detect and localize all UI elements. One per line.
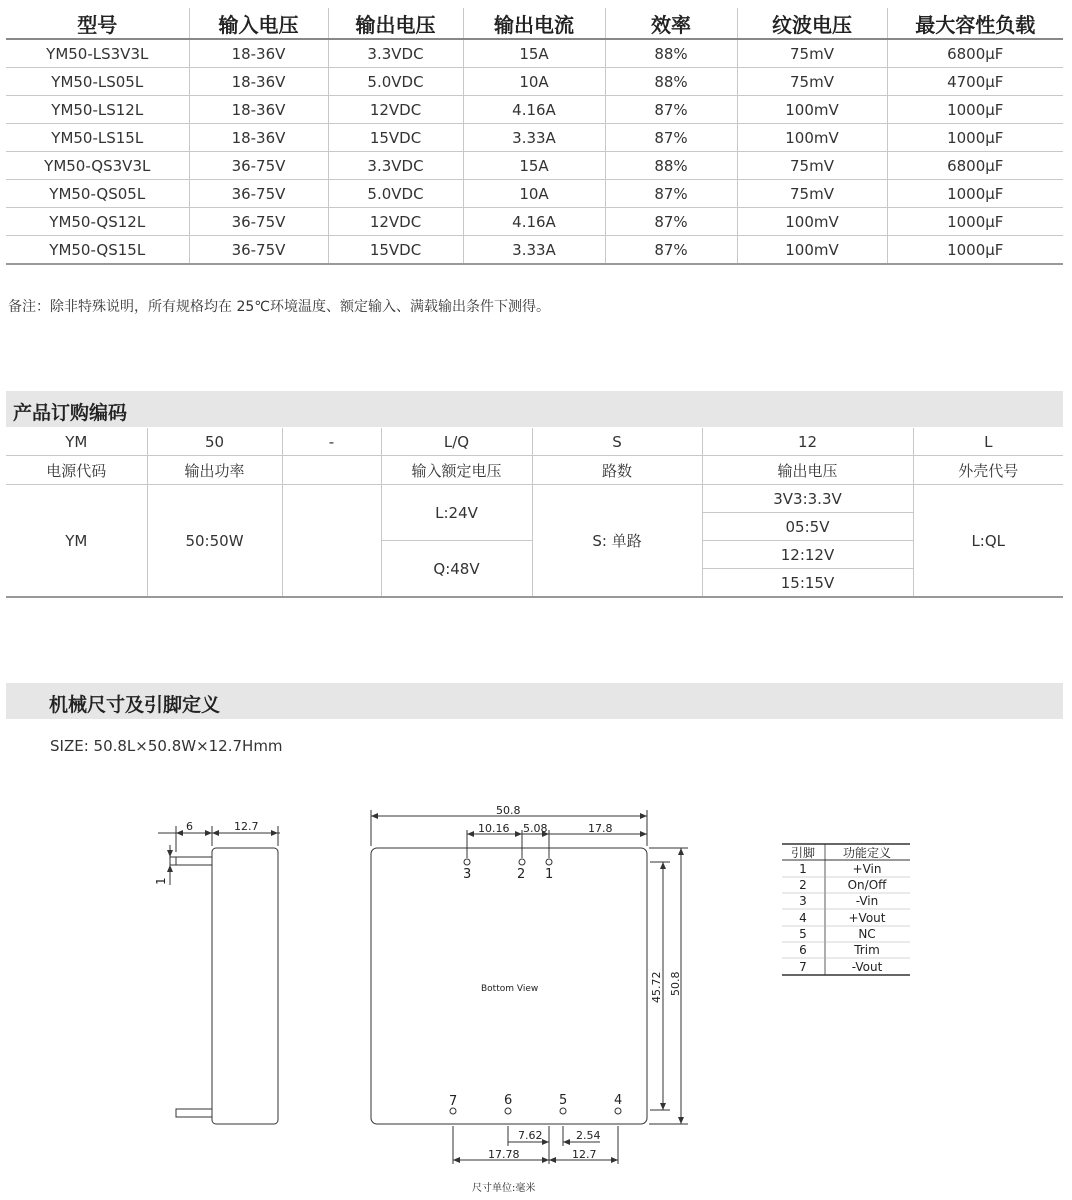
spec-cell: 12VDC <box>328 96 463 124</box>
spec-cell: YM50-QS3V3L <box>6 152 189 180</box>
dim-label: 12.7 <box>234 820 259 833</box>
order-code: YM <box>6 428 147 456</box>
spec-cell: 4.16A <box>463 208 605 236</box>
pin-number: 5 <box>799 927 807 941</box>
side-view-body <box>212 848 278 1124</box>
spec-cell: 15A <box>463 39 605 68</box>
spec-cell: YM50-LS3V3L <box>6 39 189 68</box>
side-pin-bottom <box>176 1109 212 1117</box>
pin-number: 5 <box>559 1093 568 1108</box>
pin-number: 3 <box>799 894 807 908</box>
spec-cell: 36-75V <box>189 236 328 265</box>
output-voltage-option: 15:15V <box>702 569 913 598</box>
dim-label: 50.8 <box>496 804 521 817</box>
spec-header: 型号 <box>6 8 189 39</box>
pin-hole <box>519 859 525 865</box>
spec-cell: 3.3VDC <box>328 152 463 180</box>
order-code: L/Q <box>381 428 532 456</box>
spec-cell: 18-36V <box>189 96 328 124</box>
spec-cell: 1000μF <box>887 208 1063 236</box>
pin-function: -Vout <box>851 960 883 974</box>
spec-row <box>6 68 1063 96</box>
spec-cell: 75mV <box>737 152 887 180</box>
pin-table-header: 引脚 <box>790 846 816 860</box>
dim-label: 50.8 <box>669 971 682 996</box>
spec-cell: 1000μF <box>887 96 1063 124</box>
output-voltage-option: 3V3:3.3V <box>702 485 913 513</box>
spec-cell: 75mV <box>737 68 887 96</box>
spec-cell: 36-75V <box>189 152 328 180</box>
pin-function: -Vin <box>855 894 879 908</box>
pin-table <box>782 844 910 975</box>
spec-cell: 36-75V <box>189 208 328 236</box>
spec-cell: 36-75V <box>189 180 328 208</box>
spec-table <box>6 8 1063 265</box>
order-label: 输出功率 <box>147 456 282 485</box>
spec-cell: 15A <box>463 152 605 180</box>
spec-cell: 75mV <box>737 180 887 208</box>
spec-cell: 100mV <box>737 236 887 265</box>
spec-cell: 87% <box>605 96 737 124</box>
spec-cell: 4.16A <box>463 96 605 124</box>
dim-label: 17.8 <box>588 822 613 835</box>
spec-cell: YM50-LS05L <box>6 68 189 96</box>
spec-cell: YM50-QS05L <box>6 180 189 208</box>
spec-cell: 87% <box>605 124 737 152</box>
spec-header: 效率 <box>605 8 737 39</box>
pin-hole <box>615 1108 621 1114</box>
dim-label: 17.78 <box>488 1148 520 1161</box>
dim-label: 2.54 <box>576 1129 601 1142</box>
output-voltage-option: 12:12V <box>702 541 913 569</box>
pin-function: On/Off <box>847 878 887 892</box>
dim-label: 6 <box>186 820 193 833</box>
bottom-view-label: Bottom View <box>481 984 539 994</box>
spec-header: 纹波电压 <box>737 8 887 39</box>
spec-row <box>6 96 1063 124</box>
pin-hole <box>546 859 552 865</box>
spec-cell: YM50-LS12L <box>6 96 189 124</box>
input-voltage-l: L:24V <box>381 485 532 541</box>
order-label: 输出电压 <box>702 456 913 485</box>
spec-row <box>6 152 1063 180</box>
order-label: 电源代码 <box>6 456 147 485</box>
blank-cell <box>282 485 381 598</box>
spec-header-row <box>6 8 1063 39</box>
spec-cell: 75mV <box>737 39 887 68</box>
spec-cell: 4700μF <box>887 68 1063 96</box>
case-value: L:QL <box>913 485 1063 598</box>
size-text: SIZE: 50.8L×50.8W×12.7Hmm <box>50 737 283 755</box>
order-code: 50 <box>147 428 282 456</box>
spec-row <box>6 124 1063 152</box>
order-code-table <box>6 428 1063 598</box>
pin-number: 4 <box>799 911 807 925</box>
power-code-value: YM <box>6 485 147 598</box>
pin-number: 3 <box>463 867 472 882</box>
dim-label: 1 <box>154 877 168 885</box>
order-code: S <box>532 428 702 456</box>
spec-cell: 3.33A <box>463 124 605 152</box>
spec-cell: 18-36V <box>189 124 328 152</box>
spec-cell: 87% <box>605 180 737 208</box>
spec-cell: 88% <box>605 152 737 180</box>
spec-cell: YM50-LS15L <box>6 124 189 152</box>
dim-label: 10.16 <box>478 822 510 835</box>
section-title: 产品订购编码 <box>13 402 128 424</box>
spec-row <box>6 180 1063 208</box>
order-label-row <box>6 456 1063 485</box>
spec-cell: 6800μF <box>887 39 1063 68</box>
spec-cell: 12VDC <box>328 208 463 236</box>
order-code-row <box>6 428 1063 456</box>
spec-cell: 6800μF <box>887 152 1063 180</box>
spec-cell: 100mV <box>737 96 887 124</box>
spec-header: 输出电压 <box>328 8 463 39</box>
spec-cell: 100mV <box>737 124 887 152</box>
section-bar-mechanical <box>6 683 1063 719</box>
spec-cell: 10A <box>463 180 605 208</box>
spec-cell: 100mV <box>737 208 887 236</box>
order-label: 路数 <box>532 456 702 485</box>
dim-label: 5.08 <box>523 822 548 835</box>
spec-cell: 18-36V <box>189 39 328 68</box>
footnote: 备注：除非特殊说明，所有规格均在 25℃环境温度、额定输入、满载输出条件下测得。 <box>8 299 550 315</box>
order-code: 12 <box>702 428 913 456</box>
side-pin-top <box>176 857 212 865</box>
order-label: 输入额定电压 <box>381 456 532 485</box>
spec-cell: 88% <box>605 68 737 96</box>
spec-header: 输出电流 <box>463 8 605 39</box>
pin-hole <box>464 859 470 865</box>
spec-cell: YM50-QS15L <box>6 236 189 265</box>
pin-function: +Vin <box>852 862 882 876</box>
order-code: - <box>282 428 381 456</box>
pin-number: 1 <box>799 862 807 876</box>
spec-cell: 10A <box>463 68 605 96</box>
spec-cell: 3.33A <box>463 236 605 265</box>
pin-number: 4 <box>614 1093 623 1108</box>
input-voltage-q: Q:48V <box>381 541 532 598</box>
spec-cell: 18-36V <box>189 68 328 96</box>
spec-cell: YM50-QS12L <box>6 208 189 236</box>
spec-cell: 87% <box>605 236 737 265</box>
pin-function: NC <box>858 927 876 941</box>
dim-label: 7.62 <box>518 1129 543 1142</box>
pin-table-header: 功能定义 <box>842 846 892 860</box>
channels-value: S: 单路 <box>532 485 702 598</box>
spec-row <box>6 236 1063 265</box>
output-voltage-option: 05:5V <box>702 513 913 541</box>
pin-hole <box>560 1108 566 1114</box>
section-title: 机械尺寸及引脚定义 <box>49 694 221 716</box>
pin-function: Trim <box>854 943 880 957</box>
spec-cell: 3.3VDC <box>328 39 463 68</box>
spec-cell: 5.0VDC <box>328 68 463 96</box>
spec-header: 最大容性负载 <box>887 8 1063 39</box>
spec-header: 输入电压 <box>189 8 328 39</box>
order-label: 外壳代号 <box>913 456 1063 485</box>
order-label <box>282 456 381 485</box>
pin-function: +Vout <box>848 911 886 925</box>
spec-row <box>6 208 1063 236</box>
order-code: L <box>913 428 1063 456</box>
pin-number: 6 <box>799 943 807 957</box>
spec-cell: 88% <box>605 39 737 68</box>
spec-cell: 15VDC <box>328 124 463 152</box>
spec-cell: 15VDC <box>328 236 463 265</box>
dim-label: 45.72 <box>650 971 663 1003</box>
pin-number: 7 <box>449 1094 458 1109</box>
pin-number: 1 <box>545 867 554 882</box>
spec-cell: 1000μF <box>887 124 1063 152</box>
mechanical-drawing <box>0 790 1072 1200</box>
power-value: 50:50W <box>147 485 282 598</box>
section-bar-order <box>6 391 1063 427</box>
pin-number: 7 <box>799 960 807 974</box>
pin-hole <box>505 1108 511 1114</box>
spec-cell: 1000μF <box>887 180 1063 208</box>
unit-label: 尺寸单位:毫米 <box>472 1183 536 1194</box>
spec-cell: 5.0VDC <box>328 180 463 208</box>
dim-label: 12.7 <box>572 1148 597 1161</box>
spec-cell: 87% <box>605 208 737 236</box>
pin-number: 2 <box>517 867 526 882</box>
pin-number: 6 <box>504 1093 513 1108</box>
spec-row <box>6 39 1063 68</box>
pin-number: 2 <box>799 878 807 892</box>
spec-cell: 1000μF <box>887 236 1063 265</box>
